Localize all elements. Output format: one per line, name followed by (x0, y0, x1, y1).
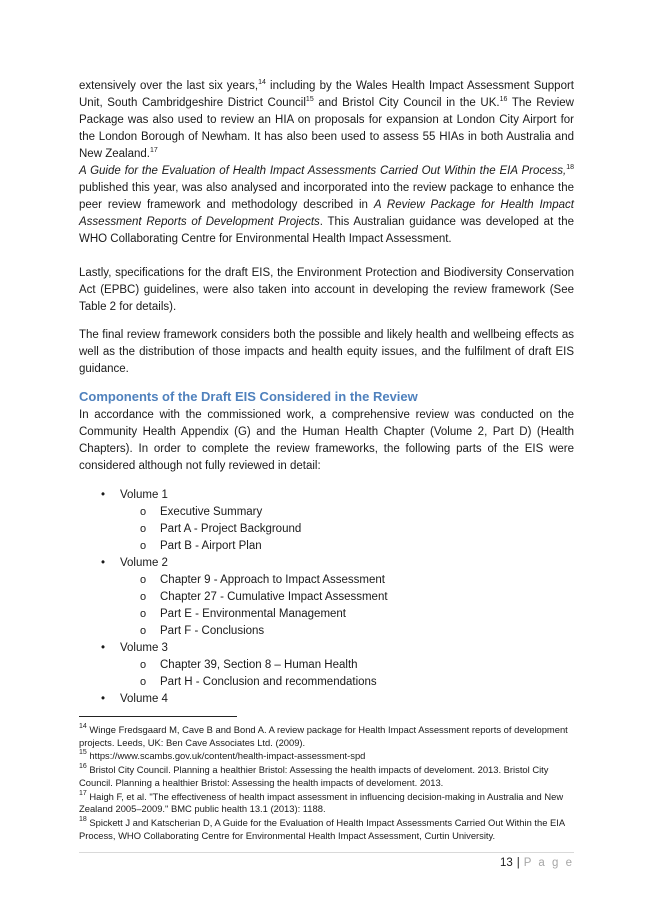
footnote-18: $^{18}$ Spickett J and Katscherian D, A Guide for the Evaluation of Health Impact Assessments Carried Out Within the EIA Process, WHO Collaborating Centre for Environmental Health Impact Assessment, Curtin University. (79, 815, 565, 841)
footnote-17: $^{17}$ Haigh F, et al. "The effectiveness of health impact assessment in influencing decision-making in Australia and New Zealand 2005–2009." BMC public health 13.1 (2013): 1188. (79, 789, 564, 815)
paragraph-epbc-guidelines: Lastly, specifications for the draft EIS, the Environment Protection and Biodiversity Conservation Act (EPBC) guidelines, were also taken into account in developing the review framework (See Table 2 for details). (79, 267, 574, 313)
circle-bullet-icon: o (140, 540, 147, 552)
paragraph-review-package-usage: extensively over the last six years,$^{14}$ including by the Wales Health Impact Assessment Support Unit, South Cambridgeshire District Council$^{15}$ and Bristol City Council in the UK.$^{16}$ The Review Package was also used to review an HIA on proposals for expansion at London City Airport for the London Borough of Newham. It has also been used to assess 55 HIAs in both Australia and New Zealand.$^{17}$ (79, 79, 575, 160)
paragraph-final-framework: The final review framework considers both the possible and likely health and wellbeing effects as well as the distribution of those impacts and health equity issues, and the fulfilment of draft EIS guidance. (79, 329, 574, 375)
paragraph-guide-evaluation: A Guide for the Evaluation of Health Impact Assessments Carried Out Within the EIA Process,$^{18}$ published this year, was also analysed and incorporated into the review package to enhance the peer review framework and methodology described in A Review Package for Health Impact Assessment Reports of Development Projects. This Australian guidance was developed at the WHO Collaborating Centre for Environmental Health Impact Assessment. (79, 164, 574, 245)
circle-bullet-icon: o (140, 591, 147, 603)
list-subitem: o Part E - Environmental Management (79, 606, 574, 623)
eis-parts-list (79, 487, 574, 708)
list-subitem: o Chapter 9 - Approach to Impact Assessment (79, 572, 574, 589)
list-item-volume-4: • Volume 4 (79, 691, 574, 708)
circle-bullet-icon: o (140, 659, 147, 671)
circle-bullet-icon: o (140, 523, 147, 535)
footnote-ref-16: 16 (499, 96, 508, 103)
footnote-15: $^{15}$ https://www.scambs.gov.uk/content/health-impact-assessment-spd (79, 749, 366, 762)
footnotes (79, 724, 574, 843)
review-package-title: A Review Package for Health Impact Assessment Reports of Development Projects (79, 199, 574, 228)
list-subitem: o Part A - Project Background (79, 521, 574, 538)
paragraph-commissioned-work: In accordance with the commissioned work, a comprehensive review was conducted on the Community Health Appendix (G) and the Human Health Chapter (Volume 2, Part D) (Health Chapters). In order to complete the review frameworks, the following parts of the EIS were considered although not fully reviewed in detail: (79, 409, 574, 472)
footnote-separator (79, 716, 237, 717)
list-subitem: o Part F - Conclusions (79, 623, 574, 640)
footnote-ref-15: 15 (305, 96, 314, 103)
list-item-volume-3: • Volume 3 (79, 640, 574, 657)
footer-divider (79, 852, 574, 853)
footnote-ref-14: 14 (258, 79, 266, 86)
footnote-14: $^{14}$ Winge Fredsgaard M, Cave B and Bond A. A review package for Health Impact Assessment reports of development projects. Leeds, UK: Ben Cave Associates Ltd. (2009). (79, 723, 568, 748)
circle-bullet-icon: o (140, 574, 147, 586)
list-item-volume-2: • Volume 2 (79, 555, 574, 572)
circle-bullet-icon: o (140, 506, 147, 518)
list-subitem: o Chapter 27 - Cumulative Impact Assessment (79, 589, 574, 606)
section-heading: Components of the Draft EIS Considered in the Review (79, 389, 418, 404)
footnote-ref-18: 18 (566, 164, 574, 171)
page-label: P a g e (523, 857, 574, 869)
list-item-volume-1: • Volume 1 (79, 487, 574, 504)
page-number: 13 (499, 857, 513, 869)
footer-separator: | (516, 857, 520, 869)
list-subitem: o Chapter 39, Section 8 – Human Health (79, 657, 574, 674)
list-subitem: o Executive Summary (79, 504, 574, 521)
footnote-16: $^{16}$ Bristol City Council. Planning a healthier Bristol: Assessing the health impacts of develoment. 2013. Bristol City Council. Planning a healthier Bristol: Assessing the health impacts of develoment. 2013. (79, 763, 549, 788)
circle-bullet-icon: o (140, 625, 147, 637)
list-subitem: o Part H - Conclusion and recommendations (79, 674, 574, 691)
page-footer (500, 857, 574, 869)
footnote-ref-17: 17 (149, 147, 158, 154)
list-subitem: o Part B - Airport Plan (79, 538, 574, 555)
guide-title: A Guide for the Evaluation of Health Impact Assessments Carried Out Within the EIA Process, (79, 165, 567, 177)
circle-bullet-icon: o (140, 676, 147, 688)
circle-bullet-icon: o (140, 608, 147, 620)
